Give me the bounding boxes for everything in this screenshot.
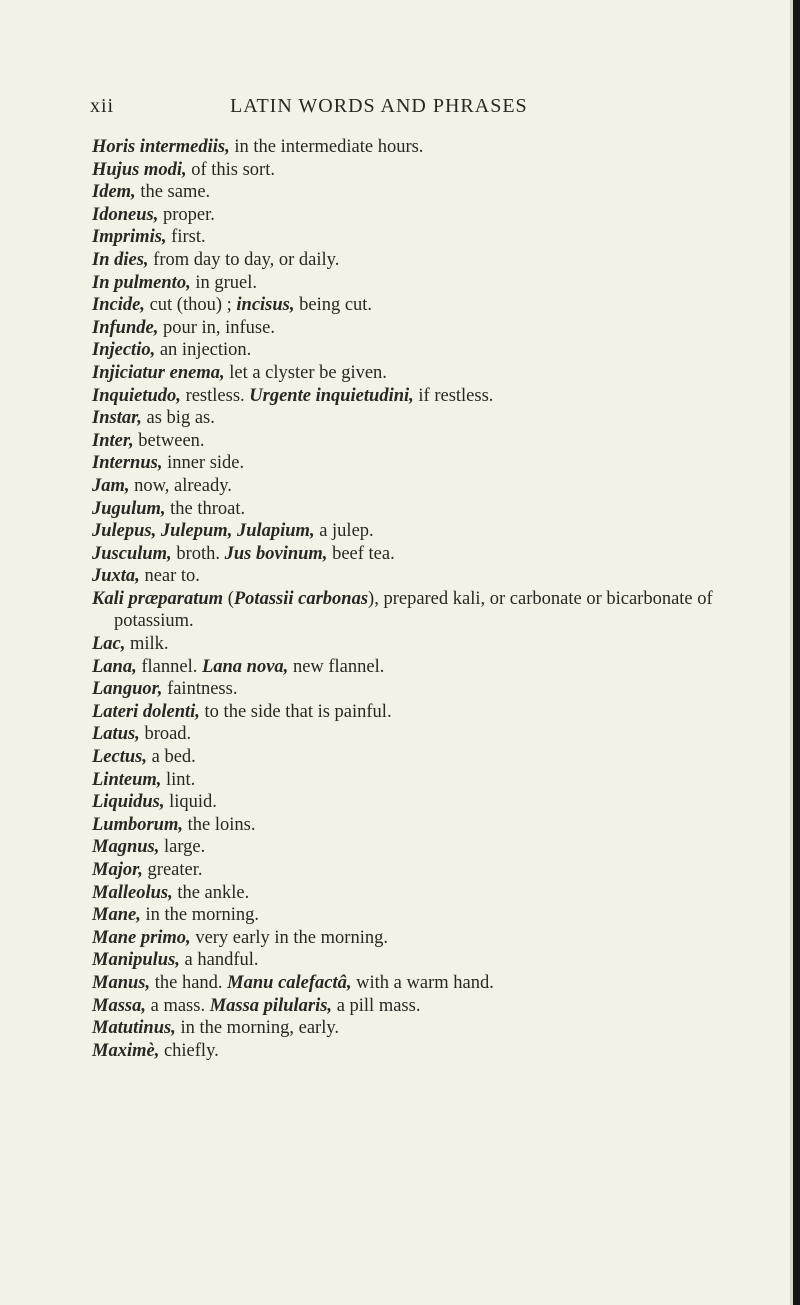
glossary-entry: [92, 791, 782, 814]
definition-secondary: if restless.: [413, 385, 494, 406]
definition: (: [223, 588, 234, 609]
definition: in the intermediate hours.: [229, 137, 424, 157]
glossary-list: [92, 136, 782, 1062]
definition: between.: [133, 430, 205, 451]
glossary-entry: [92, 949, 782, 972]
definition: near to.: [139, 566, 200, 587]
latin-term: Juxta,: [92, 566, 140, 587]
definition-secondary: new flannel.: [288, 656, 385, 677]
definition-secondary: being cut.: [294, 295, 373, 316]
definition: proper.: [158, 204, 215, 225]
glossary-entry: [92, 362, 782, 385]
definition: faintness.: [162, 679, 238, 700]
definition: milk.: [125, 634, 169, 655]
latin-term: Liquidus,: [92, 792, 165, 813]
latin-term-secondary: incisus,: [231, 295, 295, 316]
latin-term: Massa,: [92, 995, 146, 1016]
definition: a julep.: [314, 521, 374, 542]
definition-secondary: a pill mass.: [332, 995, 421, 1016]
definition: a handful.: [179, 950, 259, 971]
latin-term: Major,: [92, 860, 143, 880]
glossary-entry: [92, 339, 782, 362]
definition-secondary: with a warm hand.: [351, 972, 494, 993]
definition: the ankle.: [172, 882, 250, 903]
glossary-entry: [92, 588, 782, 633]
latin-term: Julepus, Julepum, Julapium,: [92, 521, 315, 542]
glossary-entry: [92, 272, 782, 295]
latin-term: Jugulum,: [92, 498, 166, 519]
definition: a mass.: [145, 995, 206, 1016]
glossary-entry: [92, 430, 782, 453]
glossary-entry: [92, 475, 782, 498]
glossary-entry: [92, 972, 782, 995]
definition: the loins.: [182, 814, 256, 835]
latin-term: Horis intermediis,: [92, 137, 230, 157]
glossary-entry: [92, 656, 782, 679]
glossary-entry: [92, 249, 782, 272]
glossary-entry: [92, 995, 782, 1018]
latin-term: Manus,: [92, 972, 151, 993]
glossary-entry: [92, 678, 782, 701]
latin-term: Manipulus,: [92, 950, 180, 971]
latin-term: Inter,: [92, 430, 134, 451]
glossary-entry: [92, 633, 782, 656]
latin-term: Maximè,: [92, 1040, 160, 1061]
definition: an injection.: [155, 340, 252, 361]
latin-term: Internus,: [92, 453, 163, 474]
glossary-entry: [92, 814, 782, 837]
definition: as big as.: [141, 408, 215, 429]
glossary-entry: [92, 565, 782, 588]
definition: the same.: [135, 182, 211, 203]
latin-term: Jam,: [92, 475, 130, 496]
glossary-entry: [92, 1040, 782, 1063]
definition: a bed.: [146, 747, 196, 768]
glossary-entry: [92, 723, 782, 746]
latin-term-secondary: Massa pilularis,: [205, 995, 333, 1016]
latin-term: Imprimis,: [92, 227, 167, 248]
latin-term: Kali præparatum: [92, 588, 224, 609]
glossary-entry: [92, 836, 782, 859]
latin-term: Hujus modi,: [92, 159, 187, 180]
glossary-entry: [92, 543, 782, 566]
running-head: [90, 95, 630, 123]
page-title: LATIN WORDS AND PHRASES: [230, 95, 528, 117]
latin-term: Injectio,: [92, 340, 156, 361]
definition: greater.: [142, 860, 203, 880]
definition: in the morning.: [140, 905, 260, 926]
definition: the hand.: [150, 972, 223, 993]
definition: in the morning, early.: [175, 1018, 340, 1039]
definition: in gruel.: [190, 272, 257, 293]
glossary-entry: [92, 136, 782, 159]
definition: pour in, infuse.: [158, 317, 275, 338]
definition: liquid.: [164, 792, 217, 813]
latin-term-secondary: Potassii carbonas: [233, 588, 369, 609]
glossary-entry: [92, 226, 782, 249]
definition: broad.: [139, 724, 192, 745]
latin-term: Lateri dolenti,: [92, 701, 200, 722]
definition: let a clyster be given.: [224, 362, 387, 383]
latin-term: Latus,: [92, 724, 140, 745]
definition: flannel.: [136, 656, 198, 677]
latin-term: Instar,: [92, 408, 142, 429]
glossary-entry: [92, 452, 782, 475]
latin-term: Lectus,: [92, 747, 147, 768]
glossary-entry: [92, 181, 782, 204]
glossary-entry: [92, 701, 782, 724]
latin-term: Mane,: [92, 905, 141, 926]
latin-term: Incide,: [92, 295, 145, 316]
definition: chiefly.: [159, 1040, 219, 1061]
latin-term: Idoneus,: [92, 204, 159, 225]
definition: large.: [159, 837, 206, 858]
glossary-entry: [92, 882, 782, 905]
glossary-entry: [92, 927, 782, 950]
glossary-entry: [92, 385, 782, 408]
glossary-entry: [92, 859, 782, 882]
latin-term: Lana,: [92, 656, 137, 677]
definition: broth.: [171, 543, 220, 564]
glossary-entry: [92, 294, 782, 317]
latin-term: In pulmento,: [92, 272, 191, 293]
page-number: xii: [90, 95, 115, 117]
latin-term-secondary: Manu calefactâ,: [222, 972, 352, 993]
definition: from day to day, or daily.: [148, 249, 340, 270]
latin-term: Jusculum,: [92, 543, 172, 564]
glossary-entry: [92, 520, 782, 543]
definition: inner side.: [162, 453, 245, 474]
latin-term: Mane primo,: [92, 927, 191, 948]
latin-term: Malleolus,: [92, 882, 173, 903]
latin-term: In dies,: [92, 249, 149, 270]
glossary-entry: [92, 746, 782, 769]
latin-term-secondary: Lana nova,: [197, 656, 289, 677]
latin-term: Lac,: [92, 634, 126, 655]
definition: first.: [166, 227, 206, 248]
definition: restless.: [180, 385, 245, 406]
definition: now, already.: [129, 475, 232, 496]
definition: lint.: [161, 769, 196, 790]
latin-term: Idem,: [92, 182, 136, 203]
definition-secondary: ), prepared kali, or carbonate or bicarbonate of potassium.: [114, 588, 713, 632]
glossary-entry: [92, 769, 782, 792]
glossary-entry: [92, 317, 782, 340]
latin-term-secondary: Jus bovinum,: [220, 543, 328, 564]
definition: very early in the morning.: [190, 927, 388, 948]
glossary-entry: [92, 407, 782, 430]
latin-term: Lumborum,: [92, 814, 183, 835]
glossary-entry: [92, 498, 782, 521]
latin-term: Magnus,: [92, 837, 160, 858]
latin-term: Matutinus,: [92, 1018, 176, 1039]
glossary-entry: [92, 204, 782, 227]
definition-secondary: beef tea.: [327, 543, 395, 564]
page-edge: [793, 0, 800, 1305]
latin-term: Injiciatur enema,: [92, 362, 225, 383]
glossary-entry: [92, 159, 782, 182]
definition: the throat.: [165, 498, 246, 519]
definition: to the side that is painful.: [199, 701, 392, 722]
definition: cut (thou) ;: [144, 295, 232, 316]
latin-term: Infunde,: [92, 317, 159, 338]
latin-term: Languor,: [92, 679, 163, 700]
definition: of this sort.: [186, 159, 275, 180]
glossary-entry: [92, 904, 782, 927]
latin-term: Inquietudo,: [92, 385, 181, 406]
glossary-entry: [92, 1017, 782, 1040]
latin-term: Linteum,: [92, 769, 162, 790]
latin-term-secondary: Urgente inquietudini,: [244, 385, 414, 406]
